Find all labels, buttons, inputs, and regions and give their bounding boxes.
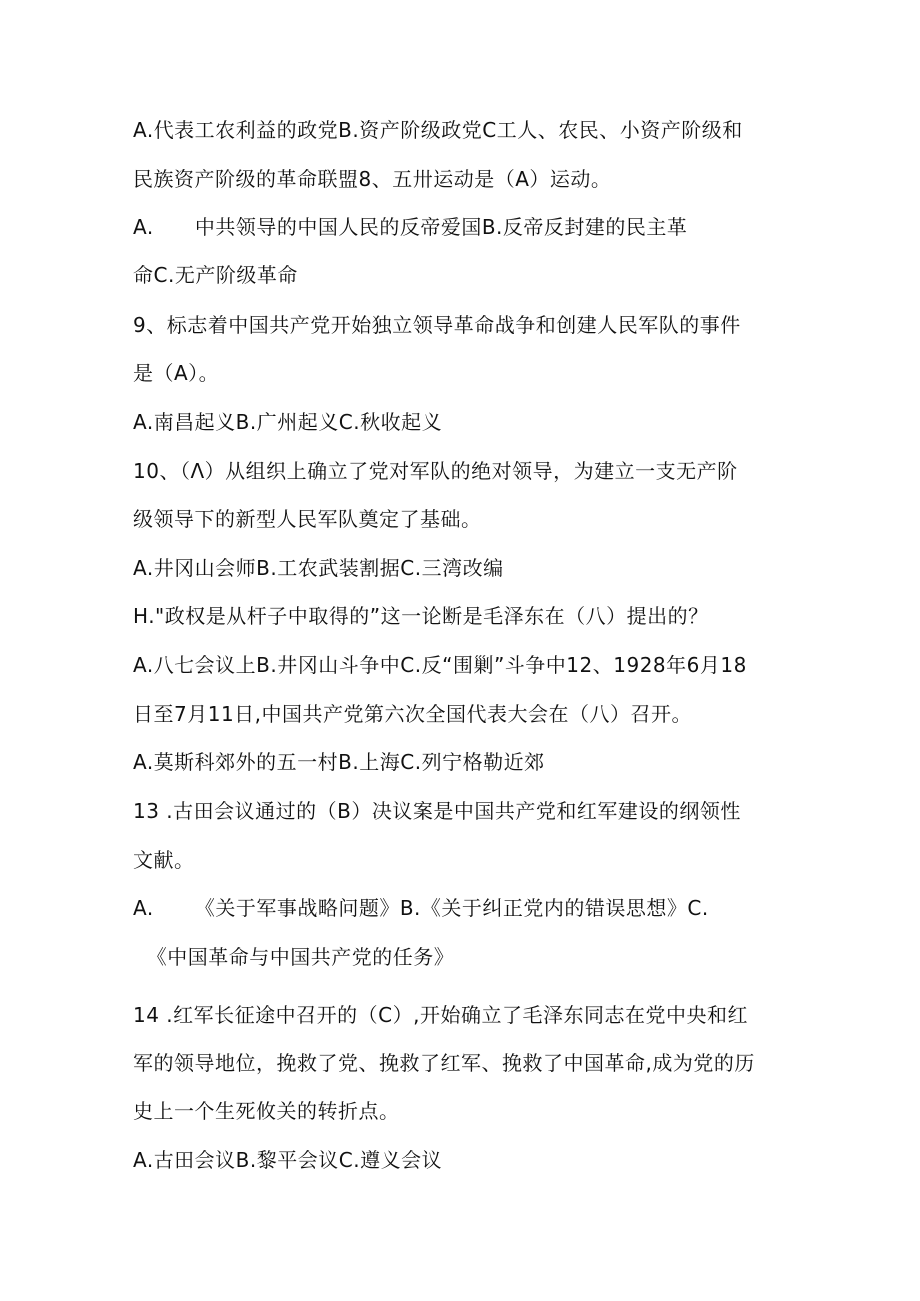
text-line: A.井冈山会师B.工农武装割据C.三湾改编: [133, 556, 504, 580]
text-line: 13 .古田会议通过的（B）决议案是中国共产党和红军建设的纲领性: [133, 799, 741, 823]
text-line: 命C.无产阶级革命: [133, 263, 298, 287]
text-line: A. 中共领导的中国人民的反帝爱国B.反帝反封建的民主革: [133, 215, 688, 239]
text-line: 日至7月11日,中国共产党第六次全国代表大会在（八）召开。: [133, 702, 693, 726]
text-line: A.莫斯科郊外的五一村B.上海C.列宁格勒近郊: [133, 750, 545, 774]
text-line: 14 .红军长征途中召开的（C）,开始确立了毛泽东同志在党中央和红: [133, 1003, 748, 1027]
text-line: 史上一个生死攸关的转折点。: [133, 1099, 400, 1123]
text-line: A.古田会议B.黎平会议C.遵义会议: [133, 1148, 443, 1172]
text-line: 9、标志着中国共产党开始独立领导革命战争和创建人民军队的事件: [133, 313, 741, 337]
text-line: 文献。: [133, 848, 195, 872]
text-line: A.南昌起义B.广州起义C.秋收起义: [133, 410, 443, 434]
text-line: 军的领导地位，挽救了党、挽救了红军、挽救了中国革命,成为党的历: [133, 1051, 755, 1075]
text-line: 民族资产阶级的革命联盟8、五卅运动是（A）运动。: [133, 167, 612, 191]
text-line: 是（A）。: [133, 361, 220, 385]
text-line: 《中国革命与中国共产党的任务》: [133, 945, 455, 969]
text-line: 级领导下的新型人民军队奠定了基础。: [133, 507, 482, 531]
text-line: A.代表工农利益的政党B.资产阶级政党C工人、农民、小资产阶级和: [133, 118, 743, 142]
text-line: H."政权是从杆子中取得的”这一论断是毛泽东在（八）提出的？: [133, 604, 709, 628]
text-line: A.八七会议上B.井冈山斗争中C.反“围剿”斗争中12、1928年6月18: [133, 653, 747, 677]
text-line: A. 《关于军事战略问题》B.《关于纠正党内的错误思想》C.: [133, 896, 709, 920]
text-line: 10、（Λ）从组织上确立了党对军队的绝对领导，为建立一支无产阶: [133, 459, 738, 483]
